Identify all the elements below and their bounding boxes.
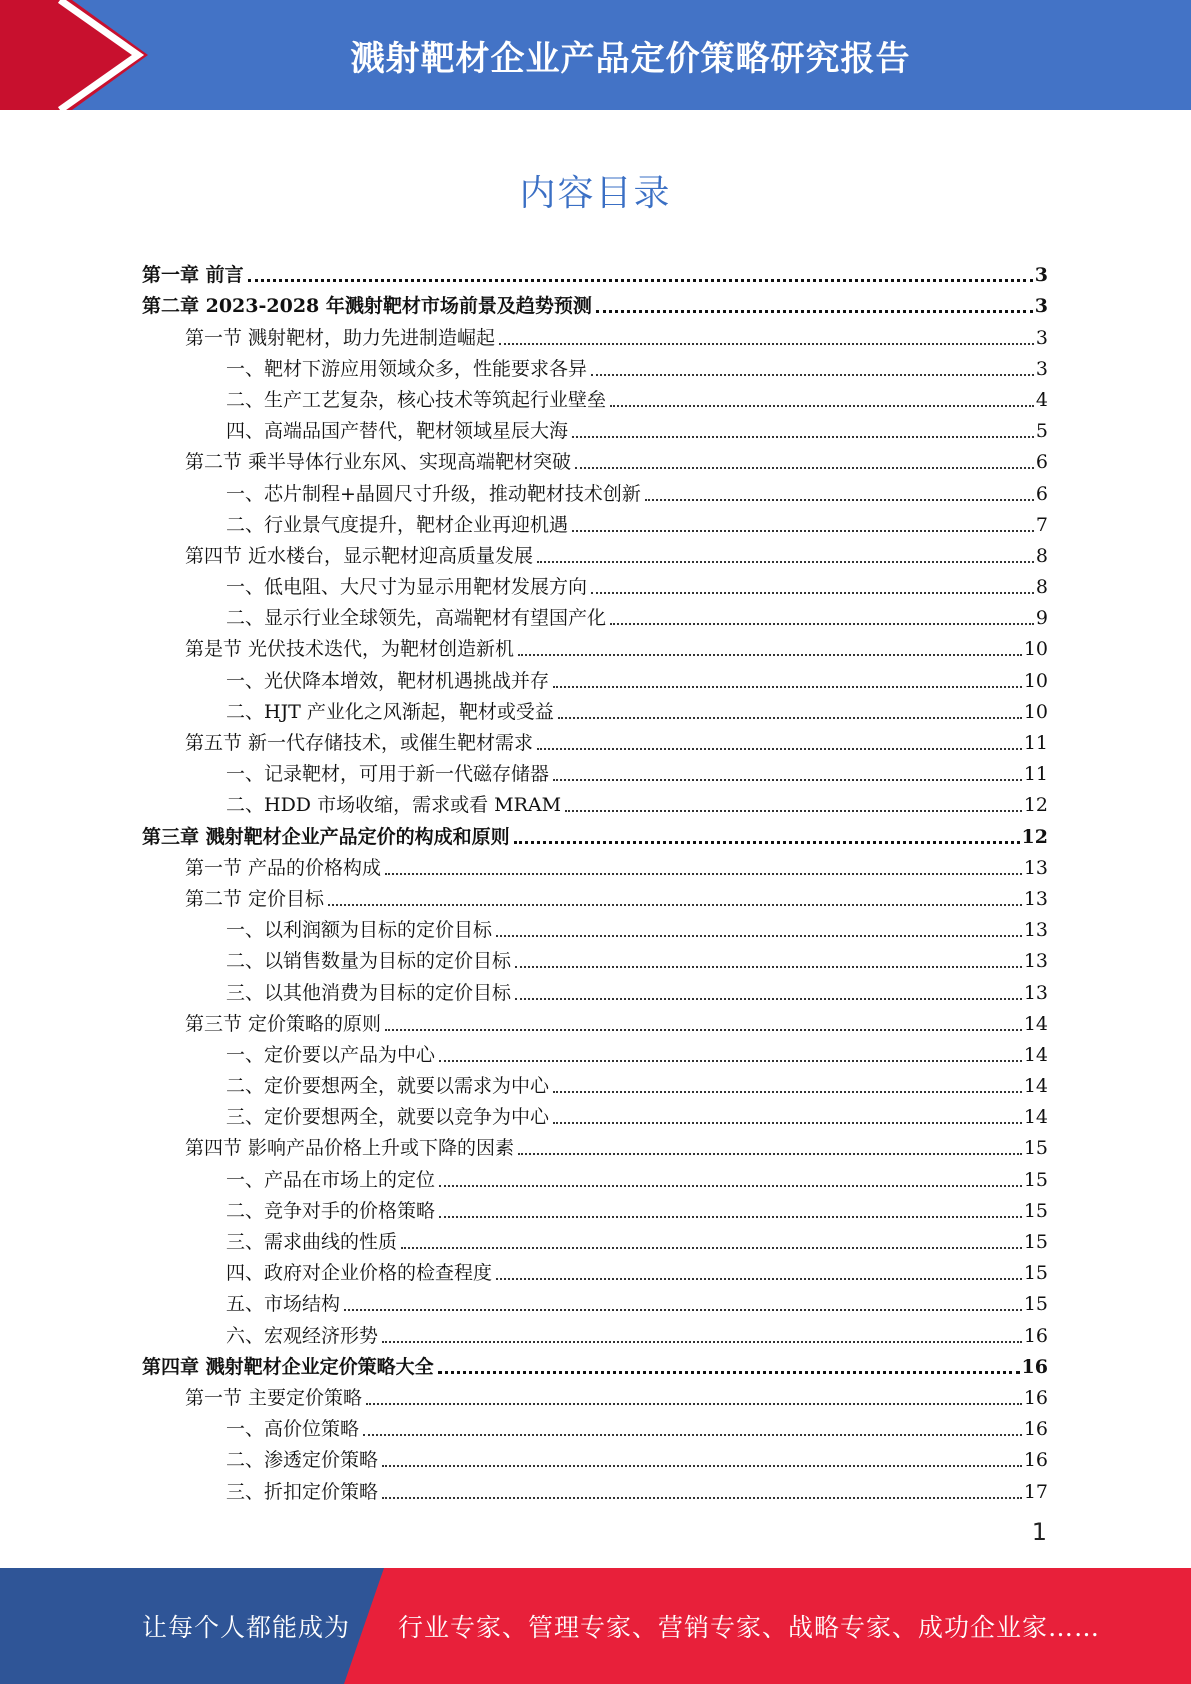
dot-leader [515, 997, 1022, 1000]
toc-entry-page: 3 [1034, 264, 1048, 287]
toc-entry-page: 16 [1023, 1324, 1048, 1347]
toc-section-entry[interactable] [142, 723, 1048, 754]
dot-leader [553, 1090, 1022, 1093]
toc-entry-page: 13 [1023, 887, 1048, 910]
toc-entry-title: 第三章 溅射靶材企业产品定价的构成和原则 [142, 825, 510, 848]
toc-entry-title: 二、显示行业全球领先，高端靶材有望国产化 [226, 607, 607, 630]
dot-leader [382, 1340, 1022, 1343]
toc-entry-page: 4 [1035, 388, 1048, 411]
table-of-contents [142, 255, 1048, 1503]
dot-leader [591, 373, 1034, 376]
toc-subsection-entry[interactable] [142, 754, 1048, 785]
toc-subsection-entry[interactable] [142, 1315, 1048, 1346]
dot-leader [645, 498, 1034, 501]
toc-chapter-entry[interactable] [142, 816, 1048, 847]
toc-entry-title: 二、以销售数量为目标的定价目标 [226, 950, 512, 973]
toc-entry-page: 8 [1035, 576, 1048, 599]
toc-entry-title: 第五节 新一代存储技术，或催生靶材需求 [185, 732, 534, 754]
dot-leader [553, 1121, 1022, 1124]
toc-subsection-entry[interactable] [142, 1097, 1048, 1128]
toc-entry-title: 二、HJT 产业化之风渐起，靶材或受益 [226, 700, 554, 723]
toc-entry-title: 一、定价要以产品为中心 [226, 1043, 436, 1066]
toc-entry-title: 第一节 溅射靶材，助力先进制造崛起 [185, 326, 496, 349]
dot-leader [591, 591, 1034, 594]
toc-entry-title: 三、定价要想两全，就要以竞争为中心 [226, 1106, 550, 1129]
toc-subsection-entry[interactable] [142, 1159, 1048, 1190]
report-title: 溅射靶材企业产品定价策略研究报告 [350, 38, 911, 79]
dot-leader [558, 716, 1022, 719]
toc-entry-page: 6 [1035, 451, 1048, 474]
dot-leader [439, 1184, 1022, 1187]
toc-subsection-entry[interactable] [142, 1191, 1048, 1222]
dot-leader [496, 1277, 1022, 1280]
toc-subsection-entry[interactable] [142, 1284, 1048, 1315]
toc-entry-title: 第四章 溅射靶材企业定价策略大全 [142, 1355, 434, 1378]
dot-leader [401, 1246, 1022, 1249]
toc-entry-title: 第三节 定价策略的原则 [185, 1012, 382, 1035]
dot-leader [499, 342, 1034, 345]
toc-entry-page: 15 [1023, 1231, 1048, 1253]
toc-entry-title: 二、定价要想两全，就要以需求为中心 [226, 1075, 550, 1098]
toc-entry-page: 16 [1023, 1386, 1048, 1409]
toc-subsection-entry[interactable] [142, 941, 1048, 972]
dot-leader [363, 1433, 1022, 1436]
dot-leader [366, 1402, 1022, 1405]
toc-entry-page: 13 [1023, 950, 1048, 973]
toc-entry-page: 14 [1023, 1106, 1048, 1129]
toc-entry-page: 14 [1023, 1012, 1048, 1035]
toc-entry-title: 一、靶材下游应用领域众多，性能要求各异 [226, 357, 588, 380]
toc-entry-title: 二、行业景气度提升，靶材企业再迎机遇 [226, 513, 569, 536]
dot-leader [610, 404, 1034, 407]
footer-banner [0, 1568, 1191, 1684]
toc-subsection-entry[interactable] [142, 473, 1048, 504]
toc-entry-page: 14 [1023, 1075, 1048, 1098]
dot-leader [596, 309, 1033, 313]
red-arrow-wedge [0, 0, 150, 110]
toc-entry-page: 10 [1023, 669, 1048, 692]
toc-subsection-entry[interactable] [142, 598, 1048, 629]
toc-entry-title: 三、需求曲线的性质 [226, 1231, 398, 1253]
toc-section-entry[interactable] [142, 629, 1048, 660]
toc-section-entry[interactable] [142, 442, 1048, 473]
dot-leader [610, 622, 1034, 625]
toc-entry-title: 四、高端品国产替代，靶材领域星辰大海 [226, 420, 569, 443]
toc-entry-page: 3 [1035, 326, 1048, 349]
toc-subsection-entry[interactable] [142, 660, 1048, 691]
toc-entry-page: 13 [1023, 919, 1048, 942]
dot-leader [385, 1028, 1022, 1031]
toc-entry-title: 一、高价位策略 [226, 1418, 360, 1441]
toc-subsection-entry[interactable] [142, 972, 1048, 1003]
toc-section-entry[interactable] [142, 317, 1048, 348]
toc-subsection-entry[interactable] [142, 411, 1048, 442]
toc-entry-page: 16 [1023, 1449, 1048, 1472]
toc-entry-page: 9 [1035, 607, 1048, 630]
toc-entry-page: 11 [1023, 732, 1048, 754]
toc-chapter-entry[interactable] [142, 286, 1048, 317]
dot-leader [518, 653, 1022, 656]
toc-entry-title: 第四节 影响产品价格上升或下降的因素 [185, 1137, 515, 1160]
toc-entry-page: 13 [1023, 981, 1048, 1004]
toc-entry-page: 15 [1023, 1293, 1048, 1316]
toc-heading: 内容目录 [519, 173, 672, 214]
toc-entry-title: 一、光伏降本增效，靶材机遇挑战并存 [226, 669, 550, 692]
dot-leader [515, 965, 1022, 968]
footer-slogan-left: 让每个人都能成为 [142, 1613, 351, 1642]
toc-entry-page: 16 [1023, 1418, 1048, 1441]
toc-section-entry[interactable] [142, 879, 1048, 910]
toc-entry-page: 15 [1023, 1168, 1048, 1191]
dot-leader [572, 435, 1034, 438]
dot-leader [385, 872, 1022, 875]
toc-entry-title: 六、宏观经济形势 [226, 1324, 379, 1347]
toc-entry-title: 第四节 近水楼台，显示靶材迎高质量发展 [185, 544, 534, 567]
toc-entry-title: 四、政府对企业价格的检查程度 [226, 1262, 493, 1285]
toc-entry-page: 3 [1034, 295, 1048, 318]
toc-entry-title: 二、生产工艺复杂，核心技术等筑起行业壁垒 [226, 388, 607, 411]
page-number: 1 [1031, 1518, 1047, 1546]
toc-entry-title: 第一章 前言 [142, 264, 244, 287]
toc-entry-title: 一、以利润额为目标的定价目标 [226, 919, 493, 942]
toc-entry-title: 一、产品在市场上的定位 [226, 1168, 436, 1191]
toc-entry-page: 17 [1023, 1480, 1048, 1503]
toc-subsection-entry[interactable] [142, 1035, 1048, 1066]
toc-entry-page: 13 [1023, 856, 1048, 879]
toc-entry-page: 5 [1035, 420, 1048, 443]
toc-entry-title: 一、芯片制程+晶圆尺寸升级，推动靶材技术创新 [226, 482, 641, 505]
toc-subsection-entry[interactable] [142, 1440, 1048, 1471]
dot-leader [572, 529, 1034, 532]
dot-leader [439, 1215, 1022, 1218]
dot-leader [553, 685, 1022, 688]
toc-subsection-entry[interactable] [142, 1222, 1048, 1253]
toc-entry-title: 第二节 定价目标 [185, 887, 325, 910]
dot-leader [248, 278, 1033, 282]
toc-entry-page: 15 [1023, 1199, 1048, 1222]
toc-entry-title: 二、渗透定价策略 [226, 1449, 379, 1472]
toc-entry-page: 7 [1035, 513, 1048, 536]
toc-entry-page: 14 [1023, 1043, 1048, 1066]
toc-entry-page: 6 [1035, 482, 1048, 505]
dot-leader [575, 466, 1034, 469]
toc-subsection-entry[interactable] [142, 567, 1048, 598]
toc-subsection-entry[interactable] [142, 785, 1048, 816]
toc-entry-title: 三、以其他消费为目标的定价目标 [226, 981, 512, 1004]
toc-entry-page: 10 [1023, 638, 1048, 661]
toc-entry-title: 一、记录靶材，可用于新一代磁存储器 [226, 763, 550, 786]
toc-entry-title: 一、低电阻、大尺寸为显示用靶材发展方向 [226, 576, 588, 599]
toc-entry-title: 第二节 乘半导体行业东风、实现高端靶材突破 [185, 451, 572, 474]
toc-subsection-entry[interactable] [142, 910, 1048, 941]
toc-subsection-entry[interactable] [142, 505, 1048, 536]
dot-leader [328, 903, 1022, 906]
toc-entry-page: 11 [1023, 763, 1048, 786]
toc-entry-title: 第二章 2023-2028 年溅射靶材市场前景及趋势预测 [142, 295, 592, 318]
toc-chapter-entry[interactable] [142, 255, 1048, 286]
dot-leader [537, 560, 1034, 563]
toc-subsection-entry[interactable] [142, 1253, 1048, 1284]
toc-entry-page: 12 [1023, 794, 1048, 817]
toc-entry-page: 8 [1035, 544, 1048, 567]
dot-leader [382, 1496, 1022, 1499]
footer-slogan-right: 行业专家、管理专家、营销专家、战略专家、成功企业家…… [398, 1613, 1101, 1642]
toc-subsection-entry[interactable] [142, 1066, 1048, 1097]
header-banner [0, 0, 1191, 110]
toc-entry-page: 12 [1021, 825, 1048, 848]
dot-leader [382, 1464, 1022, 1467]
toc-section-entry[interactable] [142, 1004, 1048, 1035]
toc-entry-page: 3 [1035, 357, 1048, 380]
dot-leader [565, 809, 1022, 812]
toc-entry-title: 第一节 产品的价格构成 [185, 856, 382, 879]
toc-subsection-entry[interactable] [142, 349, 1048, 380]
dot-leader [496, 934, 1022, 937]
dot-leader [518, 1152, 1022, 1155]
toc-entry-title: 五、市场结构 [226, 1293, 341, 1316]
toc-entry-title: 第是节 光伏技术迭代，为靶材创造新机 [185, 638, 515, 661]
dot-leader [553, 778, 1022, 781]
dot-leader [537, 747, 1022, 750]
toc-section-entry[interactable] [142, 1128, 1048, 1159]
toc-entry-page: 16 [1021, 1355, 1048, 1378]
toc-entry-page: 15 [1023, 1137, 1048, 1160]
toc-subsection-entry[interactable] [142, 692, 1048, 723]
toc-entry-title: 三、折扣定价策略 [226, 1480, 379, 1503]
toc-subsection-entry[interactable] [142, 380, 1048, 411]
toc-entry-title: 二、HDD 市场收缩，需求或看 MRAM [226, 794, 562, 817]
dot-leader [514, 840, 1020, 844]
toc-entry-page: 15 [1023, 1262, 1048, 1285]
toc-entry-title: 第一节 主要定价策略 [185, 1386, 363, 1409]
toc-section-entry[interactable] [142, 1378, 1048, 1409]
toc-subsection-entry[interactable] [142, 1471, 1048, 1502]
toc-section-entry[interactable] [142, 536, 1048, 567]
toc-entry-title: 二、竞争对手的价格策略 [226, 1199, 436, 1222]
toc-chapter-entry[interactable] [142, 1347, 1048, 1378]
toc-section-entry[interactable] [142, 848, 1048, 879]
dot-leader [344, 1308, 1022, 1311]
dot-leader [438, 1370, 1020, 1374]
toc-subsection-entry[interactable] [142, 1409, 1048, 1440]
dot-leader [439, 1059, 1022, 1062]
toc-entry-page: 10 [1023, 700, 1048, 723]
